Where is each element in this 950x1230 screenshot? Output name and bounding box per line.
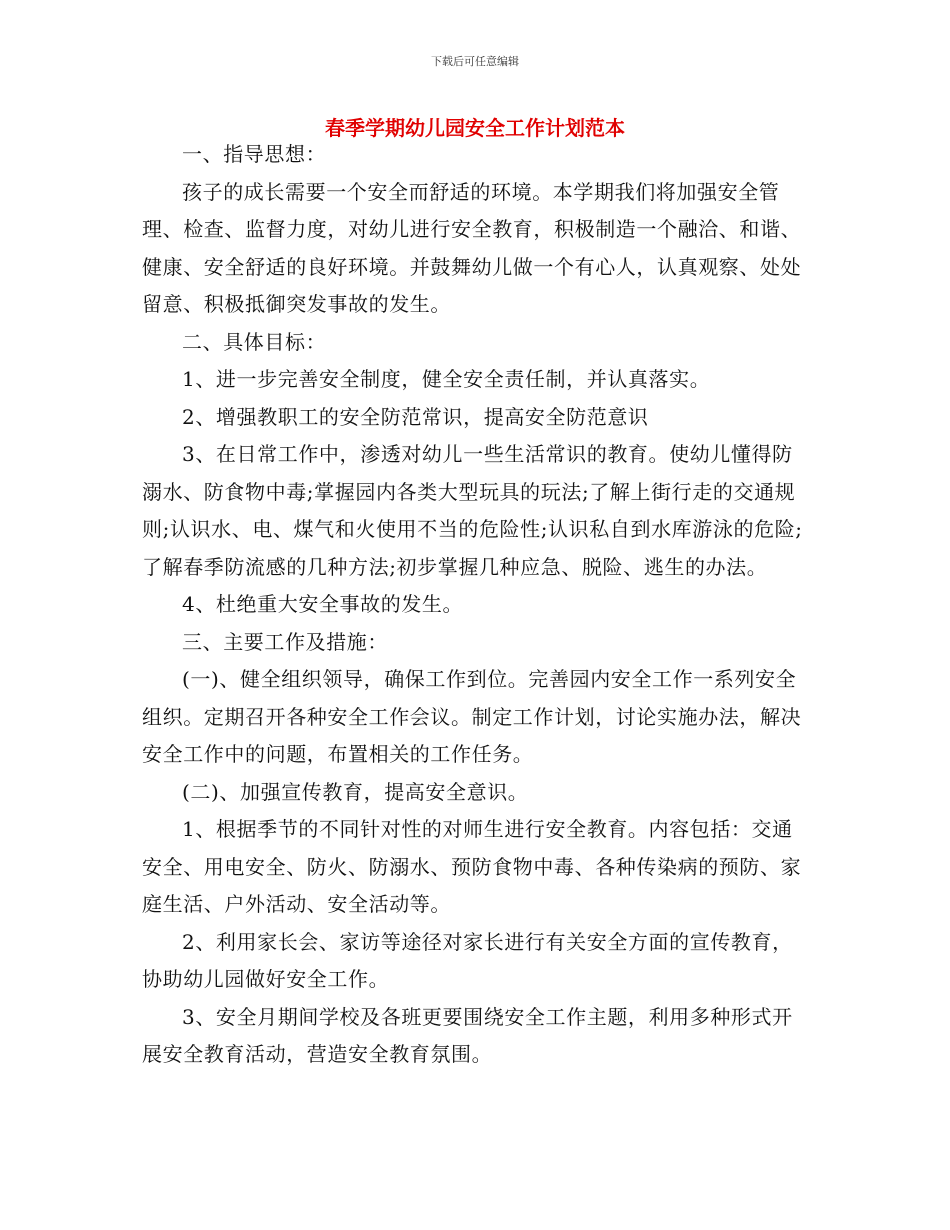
list-item: 3、在日常工作中，渗透对幼儿一些生活常识的教育。使幼儿懂得防溺水、防食物中毒;掌握园内各类大型玩具的玩法;了解上街行走的交通规则;认识水、电、煤气和火使用不当的危险性;认识私自到水库游泳的危险;了解春季防流感的几种方法;初步掌握几种应急、脱险、逃生的办法。 (142, 442, 803, 579)
section-heading-guiding-thought: 一、指导思想： (182, 142, 327, 166)
list-item: 3、安全月期间学校及各班更要围绕安全工作主题，利用多种形式开展安全教育活动，营造安全教育氛围。 (142, 1004, 793, 1066)
subsection-heading: (二)、加强宣传教育，提高安全意识。 (182, 779, 529, 804)
section-heading-main-work: 三、主要工作及措施： (182, 629, 388, 654)
section-heading-specific-goals: 二、具体目标： (182, 329, 327, 354)
list-item: 2、增强教职工的安全防范常识，提高安全防范意识 (182, 404, 649, 429)
paragraph: (一)、健全组织领导，确保工作到位。完善园内安全工作一系列安全组织。定期召开各种安全工作会议。制定工作计划，讨论实施办法，解决安全工作中的问题，布置相关的工作任务。 (142, 667, 802, 766)
list-item: 1、根据季节的不同针对性的对师生进行安全教育。内容包括：交通安全、用电安全、防火、防溺水、预防食物中毒、各种传染病的预防、家庭生活、户外活动、安全活动等。 (142, 817, 802, 916)
paragraph: 孩子的成长需要一个安全而舒适的环境。本学期我们将加强安全管理、检查、监督力度，对幼儿进行安全教育，积极制造一个融洽、和谐、健康、安全舒适的良好环境。并鼓舞幼儿做一个有心人，认真观察、处处留意、积极抵御突发事故的发生。 (142, 179, 802, 316)
document-body (142, 136, 810, 1074)
list-item: 2、利用家长会、家访等途径对家长进行有关安全方面的宣传教育，协助幼儿园做好安全工作。 (142, 929, 793, 991)
document-title: 春季学期幼儿园安全工作计划范本 (325, 116, 625, 140)
header-note: 下载后可任意编辑 (431, 55, 519, 68)
list-item: 4、杜绝重大安全事故的发生。 (182, 592, 464, 616)
list-item: 1、进一步完善安全制度，健全安全责任制，并认真落实。 (182, 367, 711, 391)
